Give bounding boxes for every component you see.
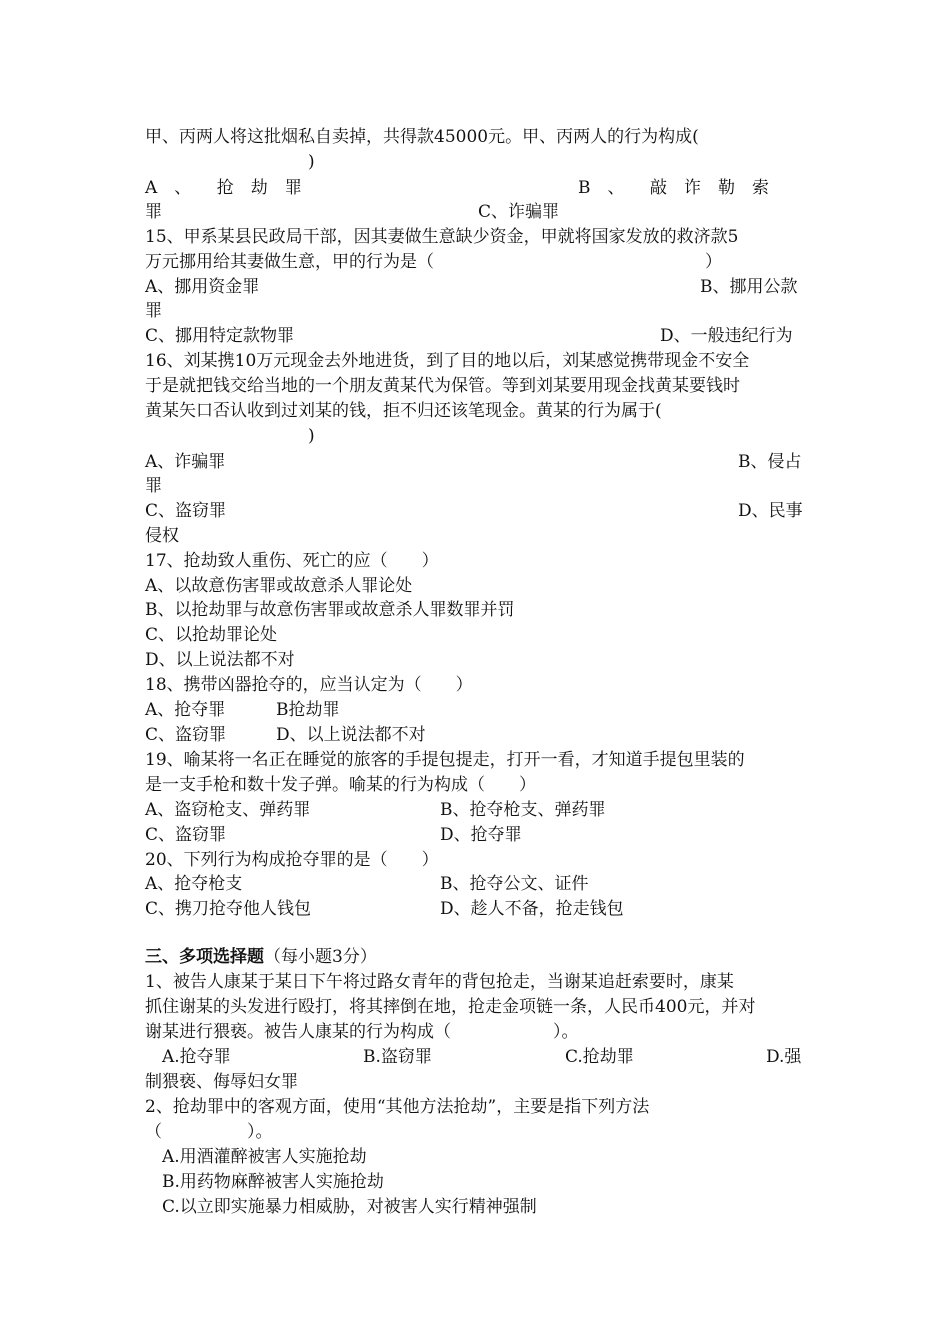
question-20: 20、下列行为构成抢夺罪的是（ ） bbox=[145, 850, 439, 870]
option-b-cont: 罪 bbox=[145, 476, 162, 496]
section-title: 三、多项选择题 bbox=[145, 947, 264, 967]
question-m2-cont: （ ）。 bbox=[145, 1122, 273, 1142]
option-a-cont: 罪 bbox=[145, 202, 162, 222]
option-b: B 、 敲 诈 勒 索 bbox=[578, 178, 769, 198]
option-a: A、诈骗罪 bbox=[145, 452, 226, 472]
text-line: 甲、丙两人将这批烟私自卖掉，共得款45000元。甲、丙两人的行为构成( bbox=[145, 127, 699, 147]
option-d-cont: 侵权 bbox=[145, 526, 179, 546]
option-d: D、民事 bbox=[738, 501, 803, 521]
question-m1-cont: 抓住谢某的头发进行殴打，将其摔倒在地，抢走金项链一条，人民币400元，并对 bbox=[145, 997, 756, 1017]
question-19: 19、喻某将一名正在睡觉的旅客的手提包提走，打开一看，才知道手提包里装的 bbox=[145, 750, 745, 770]
option-d: D、趁人不备，抢走钱包 bbox=[440, 899, 624, 919]
option-a: A、抢夺罪 bbox=[145, 700, 226, 720]
answer-bracket: ) bbox=[308, 426, 315, 446]
option-b: B、抢夺公文、证件 bbox=[440, 874, 589, 894]
option-d: D、以上说法都不对 bbox=[276, 725, 426, 745]
option-b: B抢劫罪 bbox=[276, 700, 340, 720]
question-m1-cont: 谢某进行猥亵。被告人康某的行为构成（ ）。 bbox=[145, 1022, 579, 1042]
option-c: C.以立即实施暴力相威胁，对被害人实行精神强制 bbox=[162, 1197, 537, 1217]
option-d: D、抢夺罪 bbox=[440, 825, 522, 845]
section-heading bbox=[145, 945, 810, 970]
question-19-cont: 是一支手枪和数十发子弹。喻某的行为构成（ ） bbox=[145, 775, 536, 795]
option-c: C、携刀抢夺他人钱包 bbox=[145, 899, 312, 919]
option-c: C、盗窃罪 bbox=[145, 501, 227, 521]
option-a: A.用酒灌醉被害人实施抢劫 bbox=[162, 1147, 367, 1167]
option-c: C、挪用特定款物罪 bbox=[145, 326, 295, 346]
question-m2: 2、抢劫罪中的客观方面，使用“其他方法抢劫”，主要是指下列方法 bbox=[145, 1097, 650, 1117]
answer-bracket: ） bbox=[705, 252, 722, 272]
text-line: ) bbox=[308, 152, 315, 172]
option-d: D、一般违纪行为 bbox=[660, 326, 793, 346]
question-17: 17、抢劫致人重伤、死亡的应（ ） bbox=[145, 551, 439, 571]
question-m1: 1、被告人康某于某日下午将过路女青年的背包抢走，当谢某追赶索要时，康某 bbox=[145, 972, 734, 992]
option-c: C、盗窃罪 bbox=[145, 825, 227, 845]
option-b: B、以抢劫罪与故意伤害罪或故意杀人罪数罪并罚 bbox=[145, 600, 515, 620]
option-a: A 、 抢 劫 罪 bbox=[145, 178, 302, 198]
question-18: 18、携带凶器抢夺的，应当认定为（ ） bbox=[145, 675, 473, 695]
option-c: C、以抢劫罪论处 bbox=[145, 625, 278, 645]
question-15-cont: 万元挪用给其妻做生意，甲的行为是（ bbox=[145, 252, 434, 272]
option-d: D.强 bbox=[766, 1047, 802, 1067]
option-b: B.盗窃罪 bbox=[363, 1047, 432, 1067]
option-a: A.抢夺罪 bbox=[162, 1047, 231, 1067]
question-16: 16、刘某携10万元现金去外地进货，到了目的地以后，刘某感觉携带现金不安全 bbox=[145, 351, 750, 371]
option-c: C.抢劫罪 bbox=[565, 1047, 634, 1067]
option-b: B、侵占 bbox=[738, 452, 802, 472]
option-b: B、挪用公款 bbox=[700, 277, 798, 297]
option-b-cont: 罪 bbox=[145, 301, 162, 321]
option-a: A、以故意伤害罪或故意杀人罪论处 bbox=[145, 576, 413, 596]
option-c: C、诈骗罪 bbox=[478, 202, 560, 222]
question-16-cont: 于是就把钱交给当地的一个朋友黄某代为保管。等到刘某要用现金找黄某要钱时 bbox=[145, 376, 740, 396]
question-15: 15、甲系某县民政局干部，因其妻做生意缺少资金，甲就将国家发放的救济款5 bbox=[145, 227, 739, 247]
option-a: A、挪用资金罪 bbox=[145, 277, 260, 297]
option-a: A、盗窃枪支、弹药罪 bbox=[145, 800, 311, 820]
option-a: A、抢夺枪支 bbox=[145, 874, 243, 894]
option-d: D、以上说法都不对 bbox=[145, 650, 295, 670]
option-b: B、抢夺枪支、弹药罪 bbox=[440, 800, 606, 820]
option-b: B.用药物麻醉被害人实施抢劫 bbox=[162, 1172, 384, 1192]
section-note: （每小题3分） bbox=[264, 947, 377, 967]
question-16-cont: 黄某矢口否认收到过刘某的钱，拒不归还该笔现金。黄某的行为属于( bbox=[145, 401, 662, 421]
option-d-cont: 制猥亵、侮辱妇女罪 bbox=[145, 1072, 298, 1092]
option-c: C、盗窃罪 bbox=[145, 725, 227, 745]
